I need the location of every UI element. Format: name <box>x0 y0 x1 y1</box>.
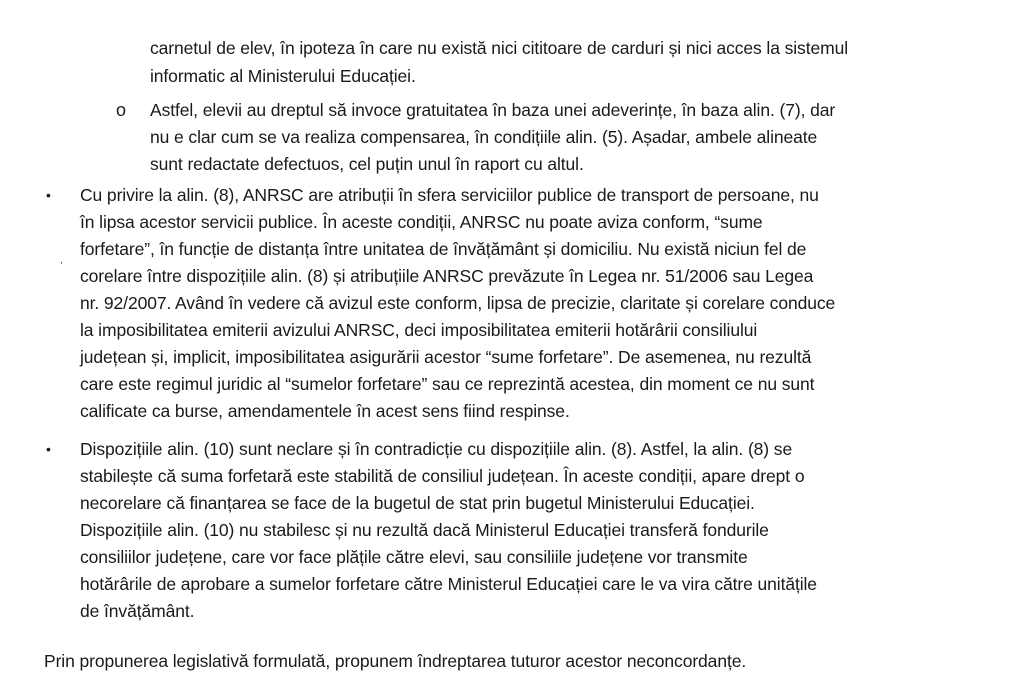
bullet-1-line-2: în lipsa acestor servicii publice. În aceste condiții, ANRSC nu poate aviza conform, “sume <box>80 212 763 232</box>
bullet-1-line-1: Cu privire la alin. (8), ANRSC are atribuții în sfera serviciilor publice de transport de persoane, nu <box>80 185 819 205</box>
bullet-2-line-3: necorelare că finanțarea se face de la bugetul de stat prin bugetul Ministerului Educației. <box>80 493 755 513</box>
subitem-2-line-3: sunt redactate defectuos, cel puțin unul în raport cu altul. <box>150 154 584 174</box>
subitem-1-line-1: carnetul de elev, în ipoteza în care nu există nici cititoare de carduri și nici acces la sistemul <box>150 38 848 58</box>
bullet-1-line-7: județean și, implicit, imposibilitatea asigurării acestor “sume forfetare”. De asemenea, nu rezultă <box>80 347 812 367</box>
subitem-2-line-2: nu e clar cum se va realiza compensarea, în condițiile alin. (5). Așadar, ambele alineate <box>150 127 818 147</box>
bullet-1-line-8: care este regimul juridic al “sumelor forfetare” sau ce reprezintă acestea, din moment ce nu sunt <box>80 374 815 394</box>
bullet-1-line-3: forfetare”, în funcție de distanța între unitatea de învățământ și domiciliu. Nu există niciun fel de <box>80 239 807 259</box>
bullet-1-line-9: calificate ca burse, amendamentele în acest sens fiind respinse. <box>80 401 570 421</box>
sub-bullet-marker: o <box>116 100 127 120</box>
bullet-2-line-5: consiliilor județene, care vor face plățile către elevi, sau consiliile județene vor transmite <box>80 547 748 567</box>
closing-paragraph: Prin propunerea legislativă formulată, propunem îndreptarea tuturor acestor neconcordanțe. <box>44 651 747 671</box>
bullet-1-line-6: la imposibilitatea emiterii avizului ANRSC, deci imposibilitatea emiterii hotărârii consiliului <box>80 320 758 340</box>
bullet-2-line-6: hotărârile de aprobare a sumelor forfetare către Ministerul Educației care le va vira către unitățile <box>80 574 817 594</box>
bullet-2-line-1: Dispozițiile alin. (10) sunt neclare și în contradicție cu dispozițiile alin. (8). Astfel, la alin. (8) se <box>80 439 793 459</box>
bullet-2-line-2: stabilește că suma forfetară este stabilită de consiliul județean. În aceste condiții, apare drept o <box>80 466 805 486</box>
bullet-2-line-4: Dispozițiile alin. (10) nu stabilesc și nu rezultă dacă Ministerul Educației transferă fondurile <box>80 520 769 540</box>
bullet-1-line-5: nr. 92/2007. Având în vedere că avizul este conform, lipsa de precizie, claritate și corelare conduce <box>80 293 836 313</box>
subitem-1-line-2: informatic al Ministerului Educației. <box>150 66 416 86</box>
bullet-2-line-7: de învățământ. <box>80 601 195 621</box>
subitem-2-line-1: Astfel, elevii au dreptul să invoce gratuitatea în baza unei adeverințe, în baza alin. (7), dar <box>150 100 836 120</box>
margin-mark: , <box>60 255 63 266</box>
bullet-marker: • <box>46 441 51 457</box>
bullet-1-line-4: corelare între dispozițiile alin. (8) și atribuțiile ANRSC prevăzute în Legea nr. 51/2006 sau Legea <box>80 266 814 286</box>
bullet-marker: • <box>46 187 51 203</box>
